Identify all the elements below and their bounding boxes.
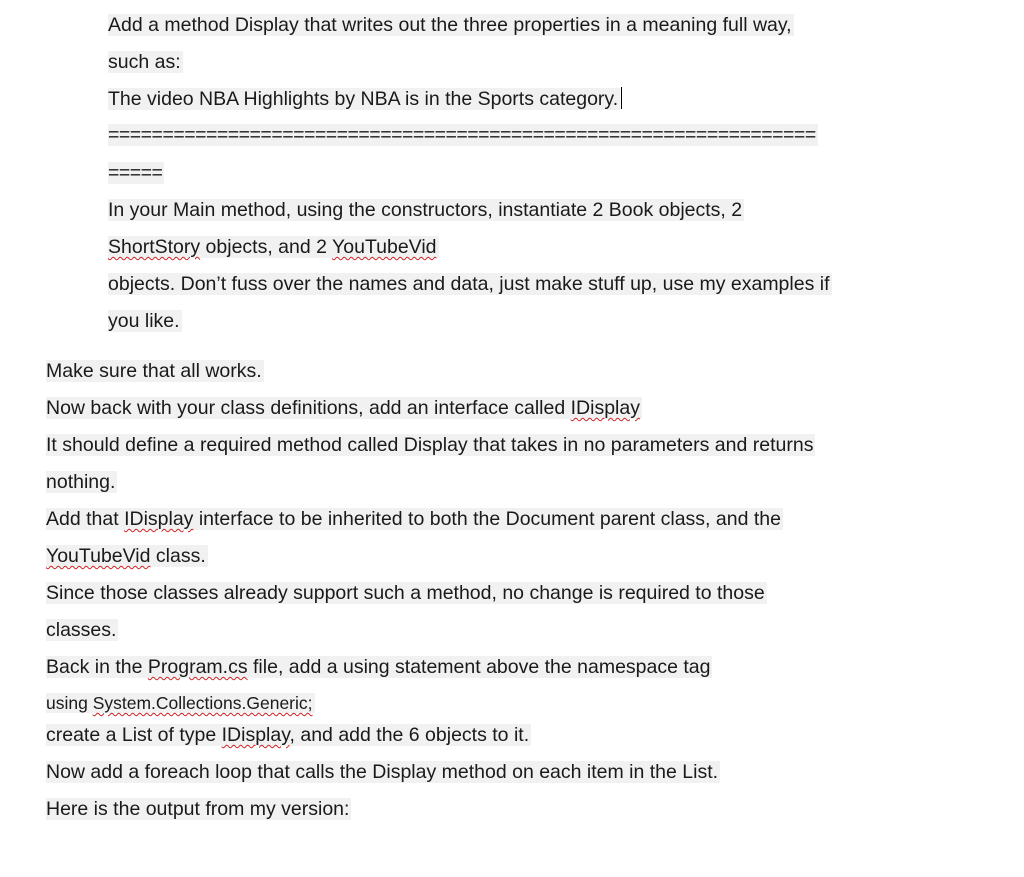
- text-span: create a List of type: [46, 724, 222, 746]
- text-line: [46, 581, 767, 605]
- separator-text: =====: [108, 162, 163, 184]
- text-span: In your Main method, using the constructors, instantiate 2 Book objects, 2: [108, 199, 743, 221]
- text-span: It should define a required method called Display that takes in no parameters and returns: [46, 434, 814, 456]
- misspelled-word: Program.cs: [147, 656, 248, 678]
- text-span: Make sure that all works.: [46, 360, 262, 382]
- text-span: Now back with your class definitions, add an interface called: [46, 397, 571, 419]
- misspelled-word: IDisplay: [221, 724, 290, 746]
- text-line: [108, 198, 744, 222]
- code-line: [46, 691, 315, 715]
- text-line: [108, 13, 794, 37]
- misspelled-word: YouTubeVid: [332, 236, 437, 258]
- text-span: Add that: [46, 508, 125, 530]
- text-cursor: [621, 87, 622, 109]
- text-span: you like.: [108, 310, 180, 332]
- text-span: using: [46, 693, 93, 713]
- text-line: [108, 50, 183, 74]
- text-span: nothing.: [46, 471, 116, 493]
- text-span: classes.: [46, 619, 117, 641]
- text-span: interface to be inherited to both the Document parent class, and the: [193, 508, 781, 530]
- misspelled-word: ShortStory: [108, 236, 201, 258]
- text-line: [46, 433, 815, 457]
- text-span: , and add the 6 objects to it.: [289, 724, 530, 746]
- text-line: [46, 359, 264, 383]
- misspelled-word: System.Collections.Generic;: [92, 693, 313, 713]
- text-line: [108, 272, 832, 296]
- text-line: [46, 396, 642, 420]
- text-span: such as:: [108, 51, 181, 73]
- text-span: class.: [150, 545, 206, 567]
- text-line: [108, 235, 439, 259]
- misspelled-word: IDisplay: [570, 397, 640, 419]
- text-span: objects. Don’t fuss over the names and data, just make stuff up, use my examples if: [108, 273, 830, 295]
- text-line: [46, 797, 351, 821]
- text-span: file, add a using statement above the namespace tag: [247, 656, 711, 678]
- text-line: [46, 618, 118, 642]
- separator-line: [108, 123, 818, 147]
- text-span: Back in the: [46, 656, 148, 678]
- text-span: Add a method Display that writes out the three properties in a meaning full way,: [108, 14, 792, 36]
- text-line: [46, 760, 720, 784]
- text-line: [46, 544, 208, 568]
- text-span: Now add a foreach loop that calls the Display method on each item in the List.: [46, 761, 719, 783]
- misspelled-word: YouTubeVid: [46, 545, 151, 567]
- text-line: [108, 87, 622, 111]
- text-span: Since those classes already support such a method, no change is required to those: [46, 582, 765, 604]
- separator-text: =================================================================: [108, 124, 816, 146]
- text-span: The video NBA Highlights by NBA is in the Sports category.: [108, 88, 619, 110]
- text-line: [46, 723, 531, 747]
- text-line: [46, 655, 712, 679]
- separator-line: [108, 161, 164, 185]
- misspelled-word: IDisplay: [124, 508, 194, 530]
- text-line: [108, 309, 182, 333]
- text-line: [46, 470, 117, 494]
- text-span: objects, and 2: [200, 236, 333, 258]
- text-span: Here is the output from my version:: [46, 798, 350, 820]
- text-line: [46, 507, 783, 531]
